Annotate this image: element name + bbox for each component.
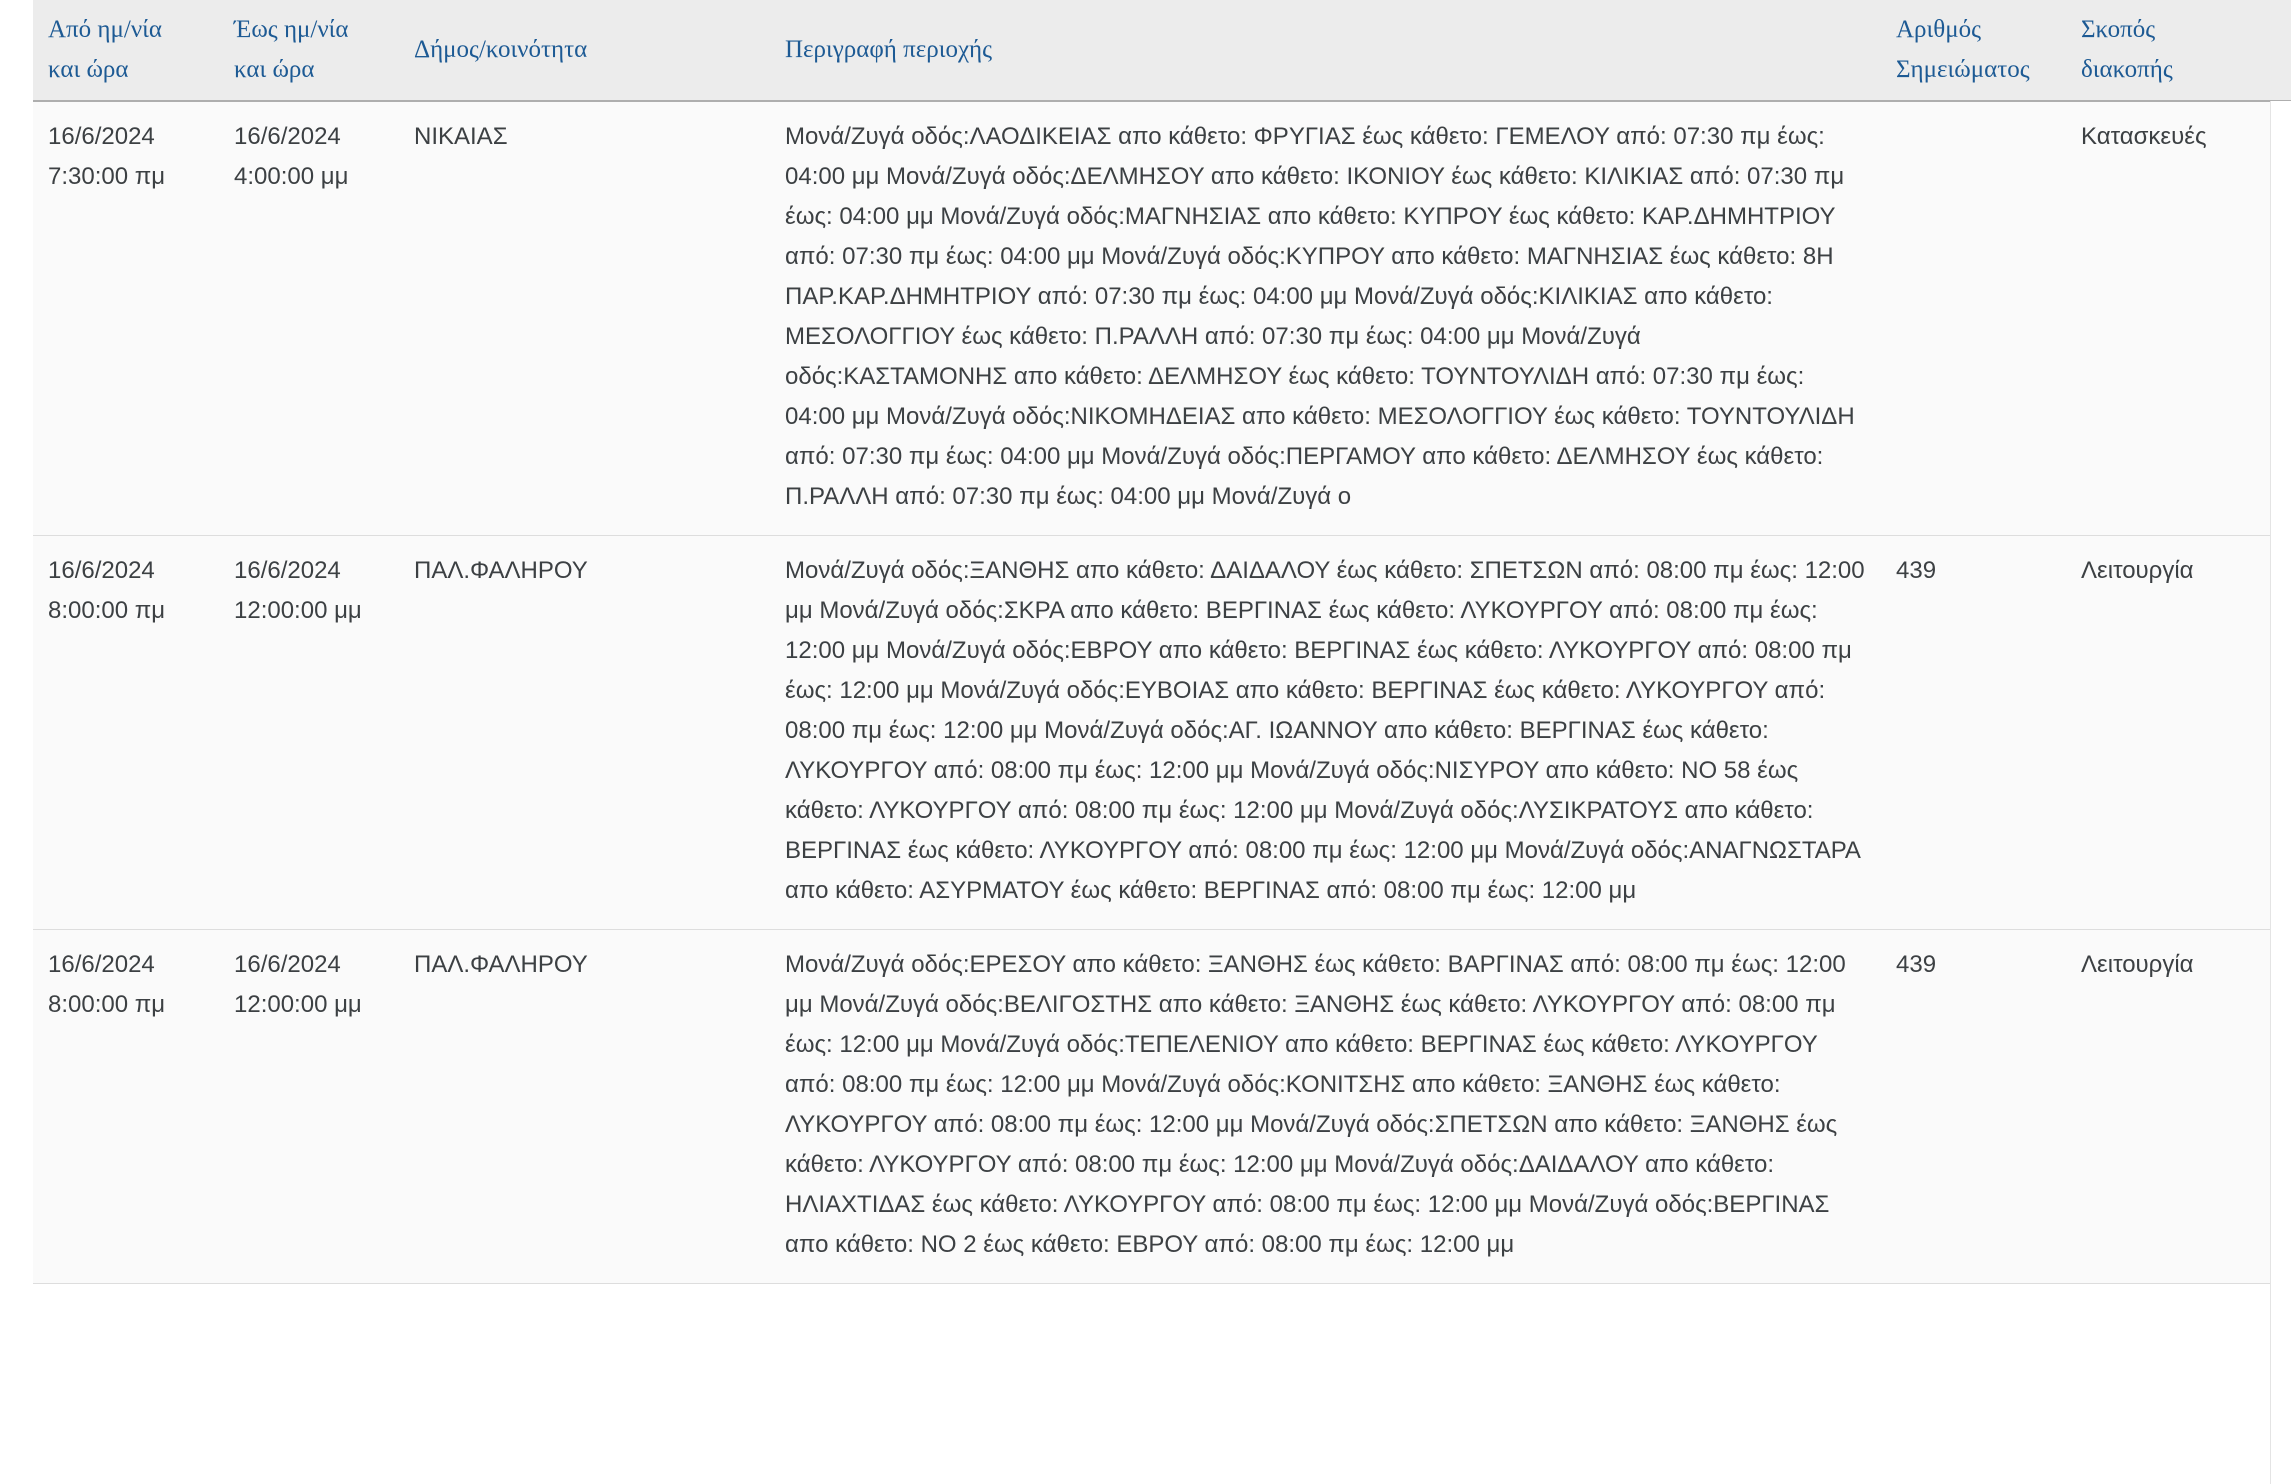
header-row [33,0,2291,101]
table-row [33,101,2291,536]
table-header [33,0,2291,101]
from-date: 16/6/2024 [48,123,155,150]
table-row [33,536,2291,930]
cell-note-number: 439 [1881,930,2066,1284]
outages-table-container [33,0,2291,1284]
cell-area-description: Μονά/Ζυγά οδός:ΛΑΟΔΙΚΕΙΑΣ απο κάθετο: ΦΡΥΓΙΑΣ έως κάθετο: ΓΕΜΕΛΟΥ από: 07:30 πμ έως: 04:00 μμ Μονά/Ζυγά οδός:ΔΕΛΜΗΣΟΥ απο κάθετο: ΙΚΟΝΙΟΥ έως κάθετο: ΚΙΛΙΚΙΑΣ από: 07:30 πμ έως: 04:00 μμ Μονά/Ζυγά οδός:ΜΑΓΝΗΣΙΑΣ απο κάθετο: ΚΥΠΡΟΥ έως κάθετο: ΚΑΡ.ΔΗΜΗΤΡΙΟΥ από: 07:30 πμ έως: 04:00 μμ Μονά/Ζυγά οδός:ΚΥΠΡΟΥ απο κάθετο: ΜΑΓΝΗΣΙΑΣ έως κάθετο: 8Η ΠΑΡ.ΚΑΡ.ΔΗΜΗΤΡΙΟΥ από: 07:30 πμ έως: 04:00 μμ Μονά/Ζυγά οδός:ΚΙΛΙΚΙΑΣ απο κάθετο: ΜΕΣΟΛΟΓΓΙΟΥ έως κάθετο: Π.ΡΑΛΛΗ από: 07:30 πμ έως: 04:00 μμ Μονά/Ζυγά οδός:ΚΑΣΤΑΜΟΝΗΣ απο κάθετο: ΔΕΛΜΗΣΟΥ έως κάθετο: ΤΟΥΝΤΟΥΛΙΔΗ από: 07:30 πμ έως: 04:00 μμ Μονά/Ζυγά οδός:ΝΙΚΟΜΗΔΕΙΑΣ απο κάθετο: ΜΕΣΟΛΟΓΓΙΟΥ έως κάθετο: ΤΟΥΝΤΟΥΛΙΔΗ από: 07:30 πμ έως: 04:00 μμ Μονά/Ζυγά οδός:ΠΕΡΓΑΜΟΥ απο κάθετο: ΔΕΛΜΗΣΟΥ έως κάθετο: Π.ΡΑΛΛΗ από: 07:30 πμ έως: 04:00 μμ Μονά/Ζυγά ο [770,101,1881,536]
to-date: 16/6/2024 [234,557,341,584]
cell-to-datetime [219,930,399,1284]
col-header-area-description: Περιγραφή περιοχής [770,0,1881,101]
from-time: 8:00:00 πμ [48,991,166,1018]
cell-note-number: 439 [1881,536,2066,930]
scrollbar-track-edge [2270,101,2291,1484]
col-header-from-datetime: Από ημ/νία και ώρα [33,0,219,101]
cell-outage-purpose: Λειτουργία [2066,536,2291,930]
from-time: 8:00:00 πμ [48,597,166,624]
cell-municipality: ΠΑΛ.ΦΑΛΗΡΟΥ [399,930,770,1284]
cell-from-datetime [33,101,219,536]
cell-note-number [1881,101,2066,536]
table-body [33,101,2291,1284]
to-date: 16/6/2024 [234,951,341,978]
cell-from-datetime [33,536,219,930]
to-date: 16/6/2024 [234,123,341,150]
col-header-note-number: Αριθμός Σημειώματος [1881,0,2066,101]
cell-from-datetime [33,930,219,1284]
cell-to-datetime [219,536,399,930]
from-date: 16/6/2024 [48,951,155,978]
outages-table [33,0,2291,1284]
to-time: 4:00:00 μμ [234,163,349,190]
col-header-municipality: Δήμος/κοινότητα [399,0,770,101]
cell-outage-purpose: Λειτουργία [2066,930,2291,1284]
table-row [33,930,2291,1284]
col-header-outage-purpose: Σκοπός διακοπής [2066,0,2291,101]
to-time: 12:00:00 μμ [234,597,362,624]
cell-municipality: ΝΙΚΑΙΑΣ [399,101,770,536]
cell-municipality: ΠΑΛ.ΦΑΛΗΡΟΥ [399,536,770,930]
cell-area-description: Μονά/Ζυγά οδός:ΕΡΕΣΟΥ απο κάθετο: ΞΑΝΘΗΣ έως κάθετο: ΒΑΡΓΙΝΑΣ από: 08:00 πμ έως: 12:00 μμ Μονά/Ζυγά οδός:ΒΕΛΙΓΟΣΤΗΣ απο κάθετο: ΞΑΝΘΗΣ έως κάθετο: ΛΥΚΟΥΡΓΟΥ από: 08:00 πμ έως: 12:00 μμ Μονά/Ζυγά οδός:ΤΕΠΕΛΕΝΙΟΥ απο κάθετο: ΒΕΡΓΙΝΑΣ έως κάθετο: ΛΥΚΟΥΡΓΟΥ από: 08:00 πμ έως: 12:00 μμ Μονά/Ζυγά οδός:ΚΟΝΙΤΣΗΣ απο κάθετο: ΞΑΝΘΗΣ έως κάθετο: ΛΥΚΟΥΡΓΟΥ από: 08:00 πμ έως: 12:00 μμ Μονά/Ζυγά οδός:ΣΠΕΤΣΩΝ απο κάθετο: ΞΑΝΘΗΣ έως κάθετο: ΛΥΚΟΥΡΓΟΥ από: 08:00 πμ έως: 12:00 μμ Μονά/Ζυγά οδός:ΔΑΙΔΑΛΟΥ απο κάθετο: ΗΛΙΑΧΤΙΔΑΣ έως κάθετο: ΛΥΚΟΥΡΓΟΥ από: 08:00 πμ έως: 12:00 μμ Μονά/Ζυγά οδός:ΒΕΡΓΙΝΑΣ απο κάθετο: ΝΟ 2 έως κάθετο: ΕΒΡΟΥ από: 08:00 πμ έως: 12:00 μμ [770,930,1881,1284]
cell-area-description: Μονά/Ζυγά οδός:ΞΑΝΘΗΣ απο κάθετο: ΔΑΙΔΑΛΟΥ έως κάθετο: ΣΠΕΤΣΩΝ από: 08:00 πμ έως: 12:00 μμ Μονά/Ζυγά οδός:ΣΚΡΑ απο κάθετο: ΒΕΡΓΙΝΑΣ έως κάθετο: ΛΥΚΟΥΡΓΟΥ από: 08:00 πμ έως: 12:00 μμ Μονά/Ζυγά οδός:ΕΒΡΟΥ απο κάθετο: ΒΕΡΓΙΝΑΣ έως κάθετο: ΛΥΚΟΥΡΓΟΥ από: 08:00 πμ έως: 12:00 μμ Μονά/Ζυγά οδός:ΕΥΒΟΙΑΣ απο κάθετο: ΒΕΡΓΙΝΑΣ έως κάθετο: ΛΥΚΟΥΡΓΟΥ από: 08:00 πμ έως: 12:00 μμ Μονά/Ζυγά οδός:ΑΓ. ΙΩΑΝΝΟΥ απο κάθετο: ΒΕΡΓΙΝΑΣ έως κάθετο: ΛΥΚΟΥΡΓΟΥ από: 08:00 πμ έως: 12:00 μμ Μονά/Ζυγά οδός:ΝΙΣΥΡΟΥ απο κάθετο: ΝΟ 58 έως κάθετο: ΛΥΚΟΥΡΓΟΥ από: 08:00 πμ έως: 12:00 μμ Μονά/Ζυγά οδός:ΛΥΣΙΚΡΑΤΟΥΣ απο κάθετο: ΒΕΡΓΙΝΑΣ έως κάθετο: ΛΥΚΟΥΡΓΟΥ από: 08:00 πμ έως: 12:00 μμ Μονά/Ζυγά οδός:ΑΝΑΓΝΩΣΤΑΡΑ απο κάθετο: ΑΣΥΡΜΑΤΟΥ έως κάθετο: ΒΕΡΓΙΝΑΣ από: 08:00 πμ έως: 12:00 μμ [770,536,1881,930]
to-time: 12:00:00 μμ [234,991,362,1018]
from-time: 7:30:00 πμ [48,163,166,190]
cell-to-datetime [219,101,399,536]
from-date: 16/6/2024 [48,557,155,584]
col-header-to-datetime: Έως ημ/νία και ώρα [219,0,399,101]
cell-outage-purpose: Κατασκευές [2066,101,2291,536]
